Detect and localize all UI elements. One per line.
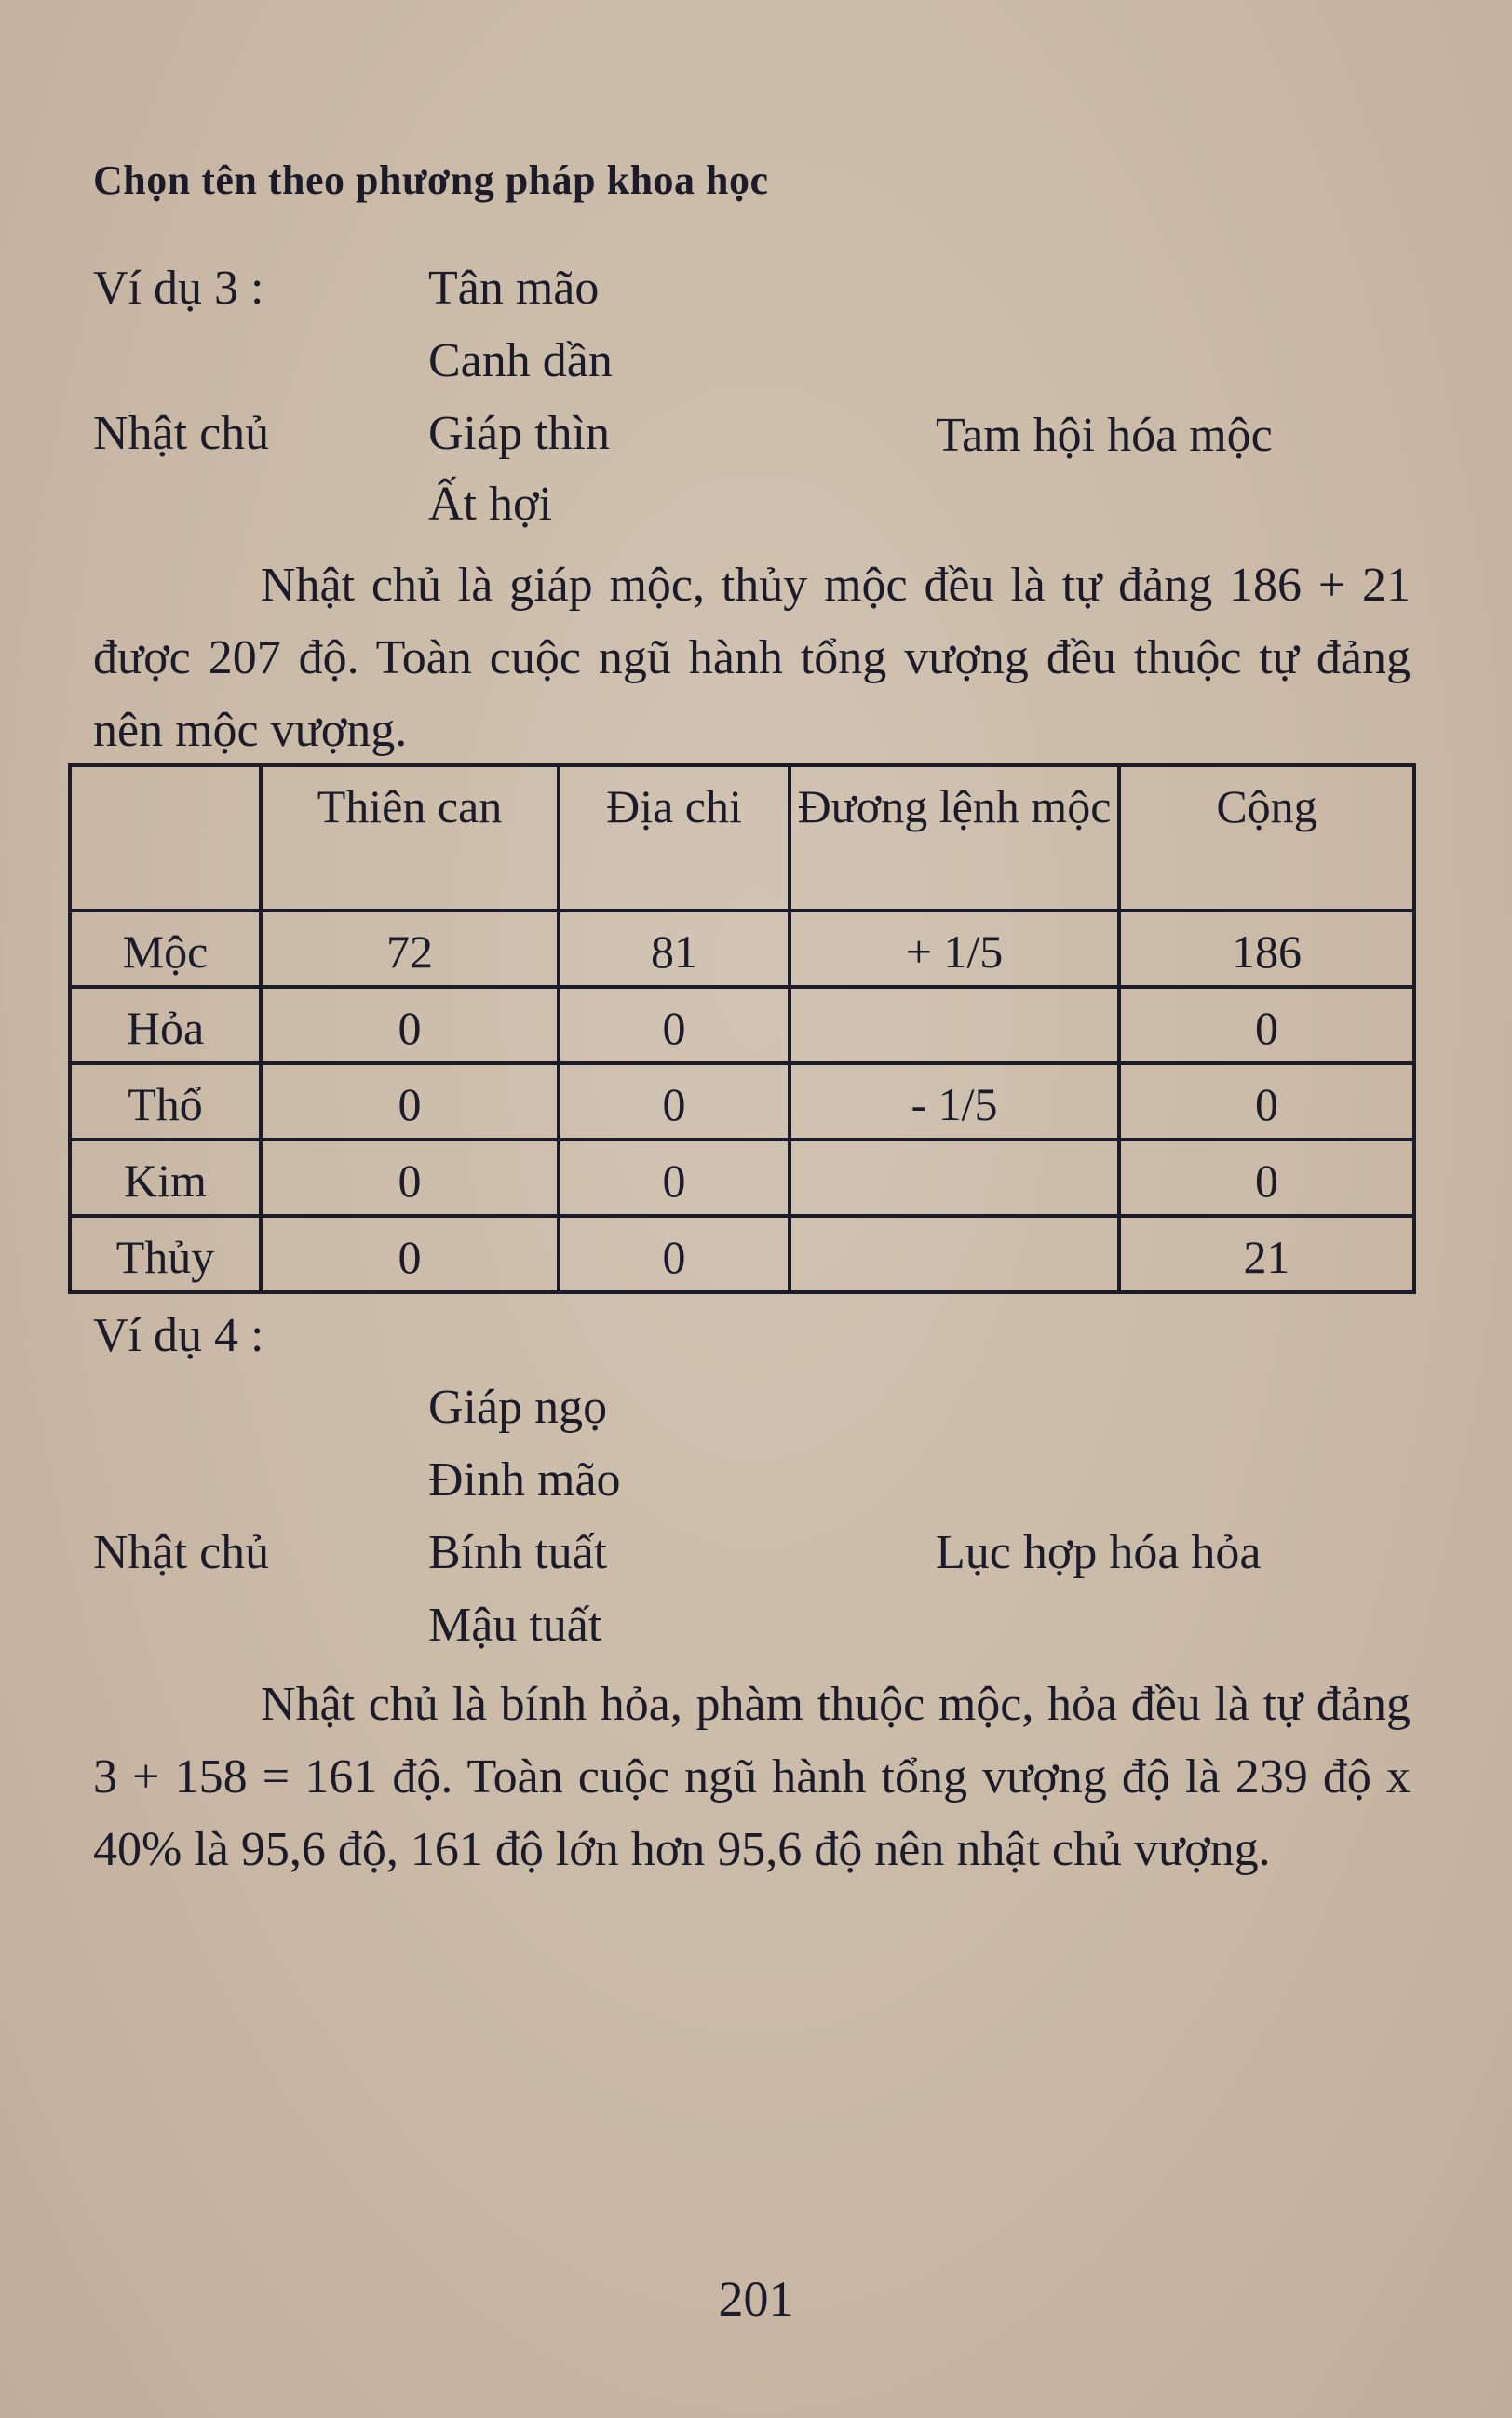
table-row <box>70 1140 1414 1216</box>
five-elements-table <box>68 763 1416 1294</box>
example3-paragraph-text: Nhật chủ là giáp mộc, thủy mộc đều là tự đảng 186 + 21 được 207 độ. Toàn cuộc ngũ hành tổng vượng đều thuộc tự đảng nên mộc vượng. <box>93 559 1411 757</box>
table-row <box>70 987 1414 1063</box>
table-cell: 81 <box>559 911 790 987</box>
running-header: Chọn tên theo phương pháp khoa học <box>93 157 769 203</box>
example3-pillar-day: Giáp thìn <box>428 407 610 460</box>
example4-note: Lục hợp hóa hỏa <box>936 1526 1262 1579</box>
example3-pillar-hour: Ất hợi <box>428 478 552 531</box>
table-cell: 72 <box>261 911 559 987</box>
example4-paragraph <box>93 1668 1411 1886</box>
table-cell: Thổ <box>70 1063 261 1140</box>
table-cell: + 1/5 <box>790 911 1119 987</box>
table-header-cell: Địa chi <box>559 765 790 911</box>
table-cell: 0 <box>261 1216 559 1292</box>
example3-nhat-chu-label: Nhật chủ <box>93 407 270 460</box>
page-number: 201 <box>718 2271 794 2327</box>
table-row <box>70 1216 1414 1292</box>
example3-pillar-year: Tân mão <box>428 262 600 315</box>
table-cell: 0 <box>559 1063 790 1140</box>
table-header-cell: Đương lệnh mộc <box>790 765 1119 911</box>
table-cell: Mộc <box>70 911 261 987</box>
table-cell <box>790 987 1119 1063</box>
table-cell: 0 <box>559 987 790 1063</box>
example3-label: Ví dụ 3 : <box>93 262 264 315</box>
example4-pillar-hour: Mậu tuất <box>428 1599 602 1652</box>
table-cell: 21 <box>1119 1216 1414 1292</box>
table-header-cell <box>70 765 261 911</box>
table-cell: Thủy <box>70 1216 261 1292</box>
example4-paragraph-text: Nhật chủ là bính hỏa, phàm thuộc mộc, hỏa đều là tự đảng 3 + 158 = 161 độ. Toàn cuộc ngũ hành tổng vượng độ là 239 độ x 40% là 95,6 độ, 161 độ lớn hơn 95,6 độ nên nhật chủ vượng. <box>93 1678 1411 1876</box>
table-cell: - 1/5 <box>790 1063 1119 1140</box>
example3-paragraph <box>93 549 1411 767</box>
table-cell: 0 <box>559 1216 790 1292</box>
example4-pillar-month: Đinh mão <box>428 1453 621 1506</box>
table-cell <box>790 1216 1119 1292</box>
table-cell <box>790 1140 1119 1216</box>
example4-pillar-day: Bính tuất <box>428 1526 608 1579</box>
table-cell: 0 <box>1119 987 1414 1063</box>
table-cell: 0 <box>261 1063 559 1140</box>
example3-pillar-month: Canh dần <box>428 334 613 387</box>
table-cell: 186 <box>1119 911 1414 987</box>
table-cell: 0 <box>1119 1063 1414 1140</box>
example4-nhat-chu-label: Nhật chủ <box>93 1526 270 1579</box>
table-cell: 0 <box>261 987 559 1063</box>
table-header-cell: Thiên can <box>261 765 559 911</box>
example4-label: Ví dụ 4 : <box>93 1309 264 1362</box>
table-cell: 0 <box>261 1140 559 1216</box>
example3-note: Tam hội hóa mộc <box>936 409 1273 462</box>
table-header-cell: Cộng <box>1119 765 1414 911</box>
table-row <box>70 1063 1414 1140</box>
table-cell: 0 <box>559 1140 790 1216</box>
example4-pillar-year: Giáp ngọ <box>428 1381 608 1434</box>
table-cell: 0 <box>1119 1140 1414 1216</box>
table-cell: Hỏa <box>70 987 261 1063</box>
table-cell: Kim <box>70 1140 261 1216</box>
table-header-row <box>70 765 1414 911</box>
table-row <box>70 911 1414 987</box>
